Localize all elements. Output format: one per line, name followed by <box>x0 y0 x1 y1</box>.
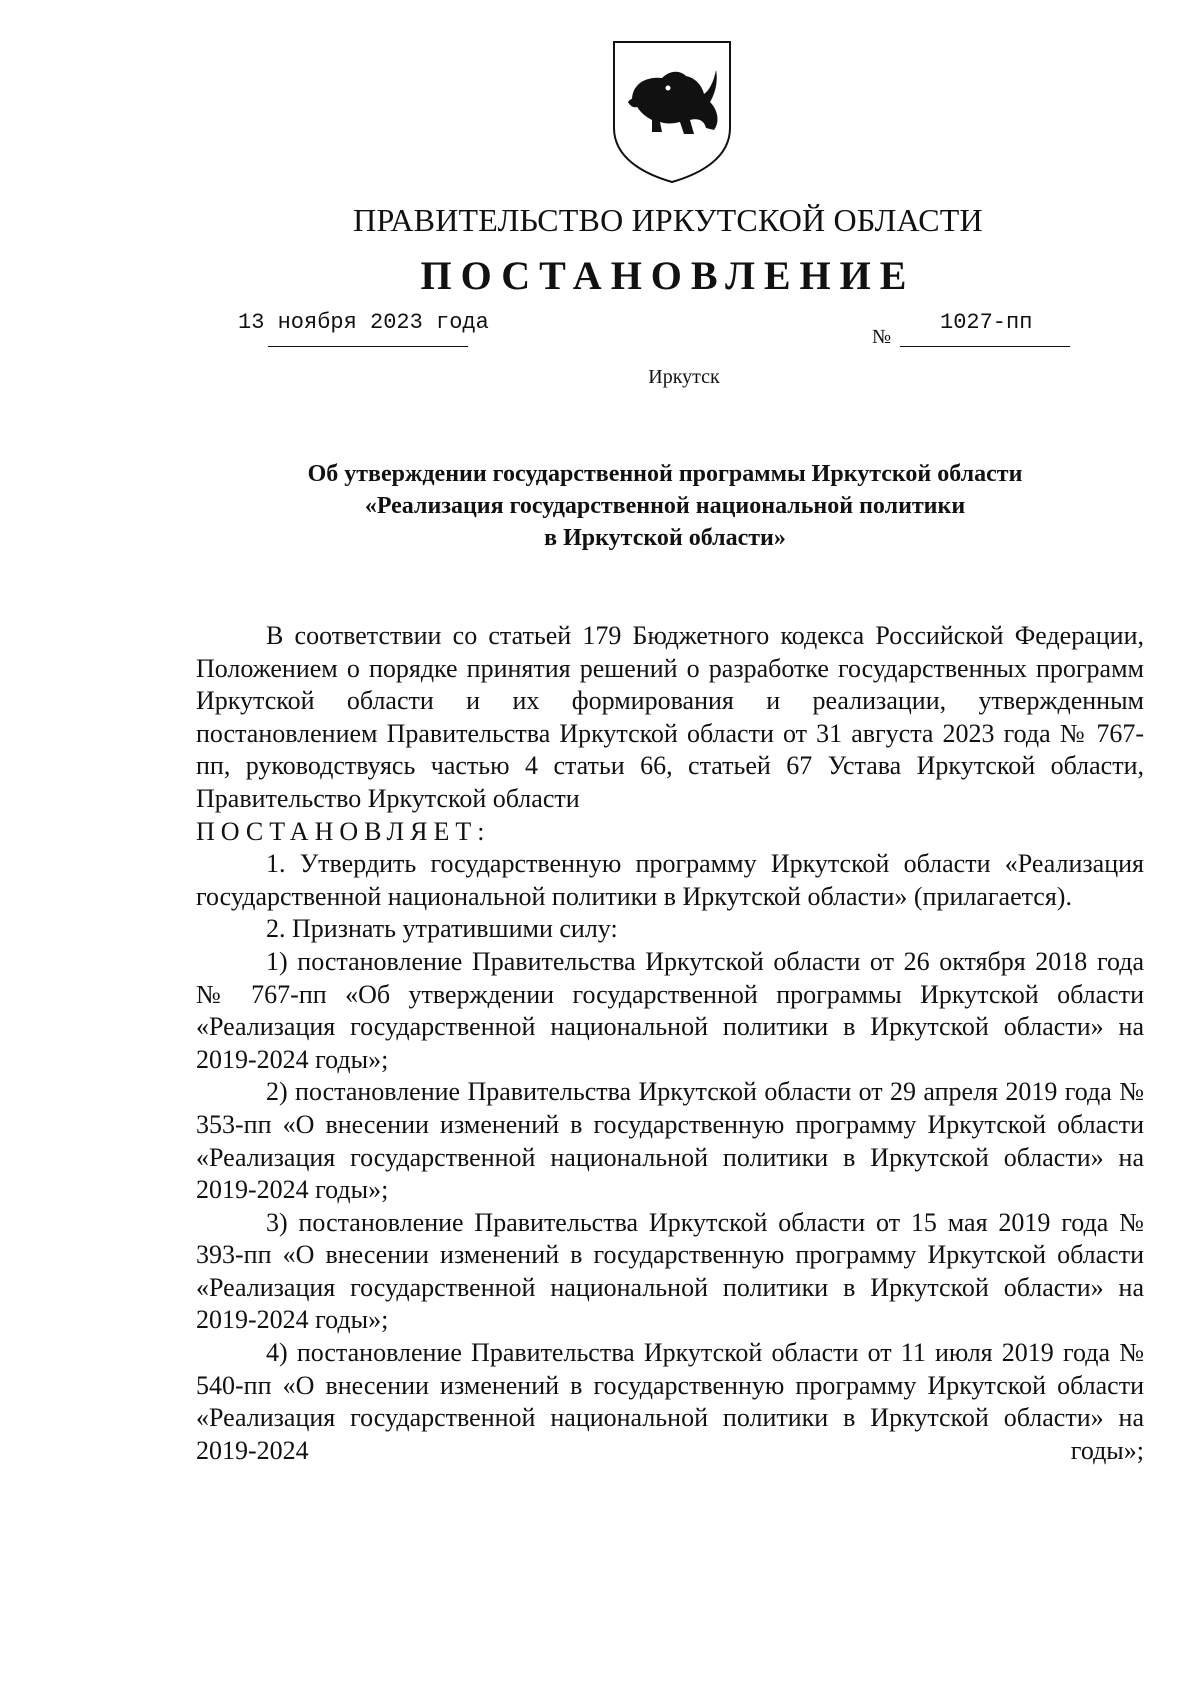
document-title <box>230 458 1100 554</box>
title-line-2: «Реализация государственной национальной политики <box>364 493 966 519</box>
document-number: 1027-пп <box>940 310 1033 335</box>
subitem-1-paragraph: 1) постановление Правительства Иркутской области от 26 октября 2018 года № 767-пп «Об утверждении государственной программы Иркутской области «Реализация государственной национальной политики в Иркутской области» на 2019-2024 годы»; <box>196 946 1144 1074</box>
organization-name: ПРАВИТЕЛЬСТВО ИРКУТСКОЙ ОБЛАСТИ <box>353 202 983 238</box>
preamble-paragraph: В соответствии со статьей 179 Бюджетного кодекса Российской Федерации, Положением о порядке принятия решений о разработке государственных программ Иркутской области и их формирования и реализации, утвержденным постановлением Правительства Иркутской области от 31 августа 2023 года № 767-пп, руководствуясь частью 4 статьи 66, статьей 67 Устава Иркутской области, Правительство Иркутской области <box>196 621 1144 813</box>
subitem-3-paragraph: 3) постановление Правительства Иркутской области от 15 мая 2019 года № 393-пп «О внесении изменений в государственную программу Иркутской области «Реализация государственной национальной политики в Иркутской области» на 2019-2024 годы»; <box>196 1207 1144 1335</box>
document-city: Иркутск <box>648 366 720 388</box>
document-date: 13 ноября 2023 года <box>238 310 489 335</box>
item-1-paragraph: 1. Утвердить государственную программу Иркутской области «Реализация государственной национальной политики в Иркутской области» (прилагается). <box>196 849 1144 911</box>
subitem-4-paragraph: 4) постановление Правительства Иркутской области от 11 июля 2019 года № 540-пп «О внесении изменений в государственную программу Иркутской области «Реализация государственной национальной политики в Иркутской области» на 2019-2024 годы»; <box>196 1338 1144 1465</box>
item-2-paragraph: 2. Признать утратившими силу: <box>266 914 618 944</box>
title-line-1: Об утверждении государственной программы Иркутской области <box>307 461 1023 487</box>
number-sign: № <box>872 326 892 348</box>
document-type: ПОСТАНОВЛЕНИЕ <box>420 253 916 298</box>
title-line-3: в Иркутской области» <box>544 525 786 551</box>
subitem-2-paragraph: 2) постановление Правительства Иркутской области от 29 апреля 2019 года № 353-пп «О внесении изменений в государственную программу Иркутской области «Реализация государственной национальной политики в Иркутской области» на 2019-2024 годы»; <box>196 1077 1144 1205</box>
date-underline <box>268 346 468 347</box>
document-body <box>196 620 1144 1467</box>
number-underline <box>900 346 1070 347</box>
irkutsk-coat-of-arms-icon <box>610 40 734 184</box>
decree-word: ПОСТАНОВЛЯЕТ: <box>196 816 491 846</box>
